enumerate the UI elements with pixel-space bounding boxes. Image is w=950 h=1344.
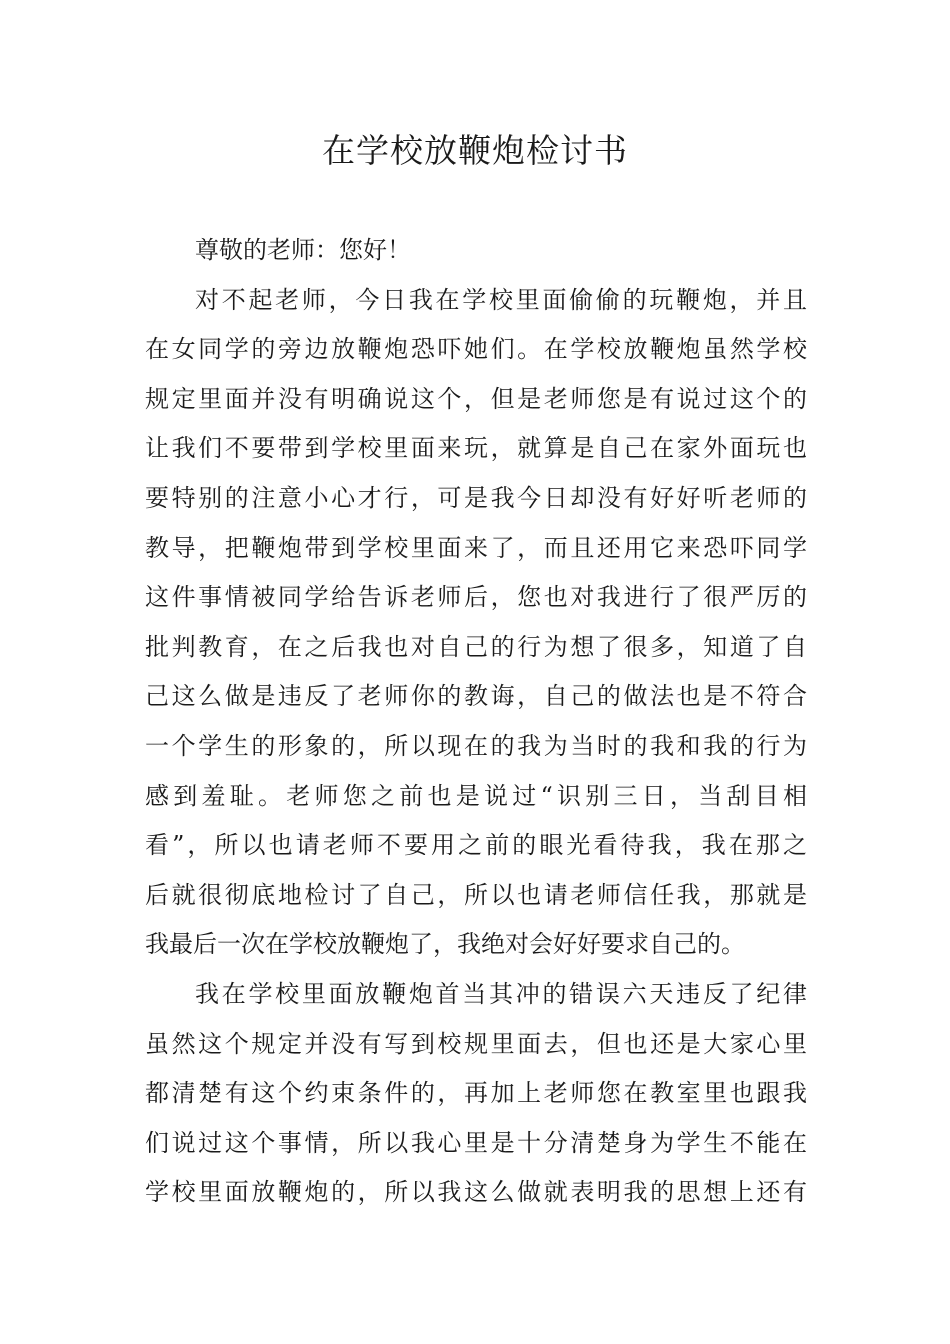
salutation-line: 尊敬的老师：您好！ [195,236,411,264]
paragraph-line: 对不起老师，今日我在学校里面偷偷的玩鞭炮，并且 [195,285,807,314]
paragraph-line: 这件事情被同学给告诉老师后，您也对我进行了很严厉的 [145,583,807,612]
paragraph-line: 后就很彻底地检讨了自己，所以也请老师信任我，那就是 [145,880,807,909]
document-title: 在学校放鞭炮检讨书 [322,131,628,170]
paragraph-line: 我最后一次在学校放鞭炮了，我绝对会好好要求自己的。 [145,930,745,959]
paragraph-line: 要特别的注意小心才行，可是我今日却没有好好听老师的 [145,483,807,512]
paragraph-line: 虽然这个规定并没有写到校规里面去，但也还是大家心里 [145,1029,807,1058]
paragraph-line: 让我们不要带到学校里面来玩，就算是自己在家外面玩也 [145,434,807,463]
paragraph-line: 学校里面放鞭炮的，所以我这么做就表明我的思想上还有 [145,1178,807,1207]
paragraph-line: 在女同学的旁边放鞭炮恐吓她们。在学校放鞭炮虽然学校 [145,335,807,364]
paragraph-line: 看”，所以也请老师不要用之前的眼光看待我，我在那之 [145,831,807,860]
paragraph-line: 一个学生的形象的，所以现在的我为当时的我和我的行为 [145,731,807,760]
paragraph-line: 己这么做是违反了老师你的教诲，自己的做法也是不符合 [145,682,807,711]
paragraph-line: 我在学校里面放鞭炮首当其冲的错误六天违反了纪律 [195,979,807,1008]
paragraph-line: 教导，把鞭炮带到学校里面来了，而且还用它来恐吓同学 [145,533,807,562]
paragraph-line: 批判教育，在之后我也对自己的行为想了很多，知道了自 [145,632,807,661]
paragraph-line: 们说过这个事情，所以我心里是十分清楚身为学生不能在 [145,1128,807,1157]
paragraph-line: 都清楚有这个约束条件的，再加上老师您在教室里也跟我 [145,1079,807,1108]
document-body [145,226,807,1218]
paragraph-line: 感到羞耻。老师您之前也是说过“识别三日，当刮目相 [145,781,807,810]
paragraph-line: 规定里面并没有明确说这个，但是老师您是有说过这个的 [145,384,807,413]
